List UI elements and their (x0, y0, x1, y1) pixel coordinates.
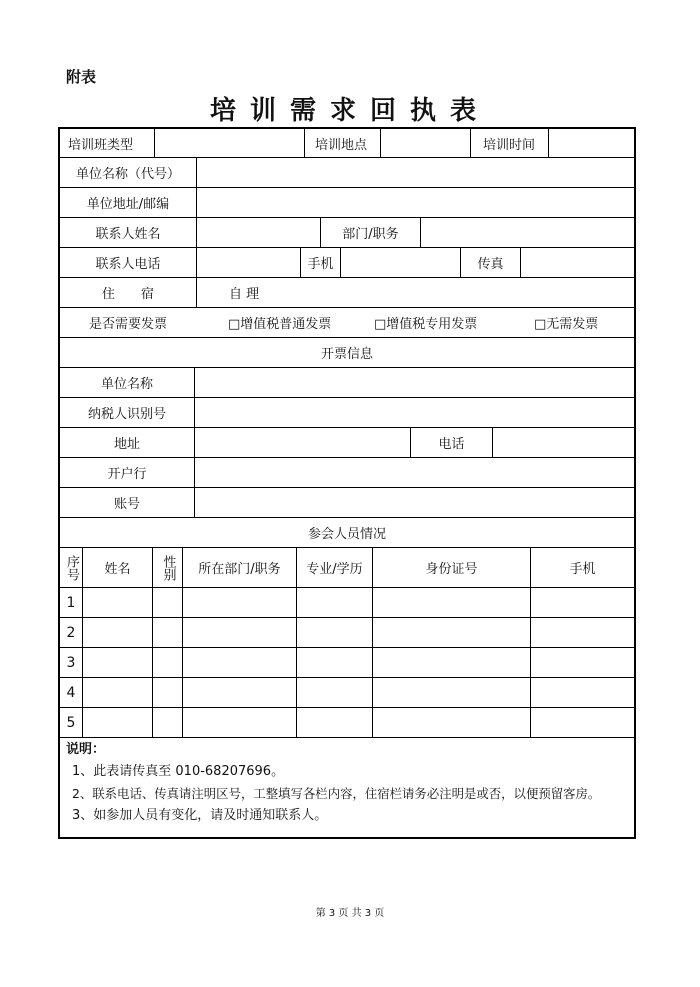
header-id: 身份证号 (372, 548, 530, 587)
form-title: 培训需求回执表 (209, 96, 490, 126)
note-item: 3、如参加人员有变化，请及时通知联系人。 (72, 808, 328, 823)
id-cell[interactable] (372, 618, 530, 647)
contact-phone-label: 联系人电话 (95, 257, 161, 272)
contact-phone-field[interactable] (196, 248, 300, 277)
gender-cell[interactable] (152, 588, 182, 617)
dept-cell[interactable] (182, 648, 296, 677)
location-label: 培训地点 (304, 129, 380, 157)
gender-cell[interactable] (152, 618, 182, 647)
mobile-field[interactable] (340, 248, 460, 277)
participants-header-row (60, 548, 634, 588)
row-address (60, 188, 634, 218)
invoice-address-label: 地址 (113, 437, 140, 452)
invoice-option-none[interactable]: □无需发票 (534, 317, 599, 332)
fax-field[interactable] (520, 248, 634, 277)
row-invoice-unit (60, 368, 634, 398)
major-cell[interactable] (296, 588, 372, 617)
gender-cell[interactable] (152, 648, 182, 677)
contact-name-label: 联系人姓名 (95, 227, 161, 242)
invoice-phone-label: 电话 (410, 428, 492, 457)
name-cell[interactable] (82, 648, 152, 677)
account-field[interactable] (194, 488, 634, 517)
name-cell[interactable] (82, 588, 152, 617)
participants-heading: 参会人员情况 (307, 527, 386, 542)
time-field[interactable] (548, 129, 634, 157)
row-invoice-address (60, 428, 634, 458)
row-participants-heading (60, 518, 634, 548)
class-type-field[interactable] (154, 129, 304, 157)
name-cell[interactable] (82, 708, 152, 737)
row-training-info (60, 129, 634, 158)
fax-label: 传真 (460, 248, 520, 277)
dept-position-field[interactable] (420, 218, 634, 247)
row-phone (60, 248, 634, 278)
unit-name-field[interactable] (196, 158, 634, 187)
mobile-cell[interactable] (530, 678, 634, 707)
table-row (60, 708, 634, 738)
row-number: 5 (66, 714, 76, 731)
dept-position-label: 部门/职务 (320, 218, 420, 247)
major-cell[interactable] (296, 618, 372, 647)
address-postcode-label: 单位地址/邮编 (86, 197, 170, 212)
tax-id-field[interactable] (194, 398, 634, 427)
note-item: 2、联系电话、传真请注明区号，工整填写各栏内容，住宿栏请务必注明是或否，以便预留客房。 (72, 786, 601, 801)
table-row (60, 648, 634, 678)
row-number: 4 (66, 684, 76, 701)
notes-heading: 说明： (66, 742, 106, 757)
accommodation-value[interactable]: 自 理 (196, 278, 634, 307)
dept-cell[interactable] (182, 588, 296, 617)
invoice-info-heading: 开票信息 (320, 347, 373, 362)
class-type-label: 培训班类型 (68, 137, 134, 153)
note-item: 1、此表请传真至 010-68207696。 (72, 764, 285, 779)
dept-cell[interactable] (182, 678, 296, 707)
gender-cell[interactable] (152, 678, 182, 707)
header-major: 专业/学历 (296, 548, 372, 587)
table-row (60, 618, 634, 648)
accommodation-label: 住 宿 (101, 287, 154, 302)
header-mobile: 手机 (530, 548, 634, 587)
header-name: 姓名 (82, 548, 152, 587)
bank-label: 开户行 (107, 467, 147, 482)
notes-section (60, 739, 634, 827)
invoice-unit-name-field[interactable] (194, 368, 634, 397)
id-cell[interactable] (372, 678, 530, 707)
row-number: 2 (66, 624, 76, 641)
tax-id-label: 纳税人识别号 (87, 407, 166, 422)
header-gender: 性别 (152, 548, 182, 587)
row-bank (60, 458, 634, 488)
id-cell[interactable] (372, 648, 530, 677)
location-field[interactable] (380, 129, 470, 157)
row-invoice-heading (60, 338, 634, 368)
header-seq: 序号 (64, 554, 79, 581)
dept-cell[interactable] (182, 708, 296, 737)
address-postcode-field[interactable] (196, 188, 634, 217)
mobile-cell[interactable] (530, 648, 634, 677)
row-accommodation (60, 278, 634, 308)
id-cell[interactable] (372, 708, 530, 737)
bank-field[interactable] (194, 458, 634, 487)
major-cell[interactable] (296, 708, 372, 737)
table-row (60, 678, 634, 708)
time-label: 培训时间 (470, 129, 548, 157)
receipt-form (58, 127, 636, 839)
row-account (60, 488, 634, 518)
id-cell[interactable] (372, 588, 530, 617)
mobile-label: 手机 (300, 248, 340, 277)
unit-name-label: 单位名称（代号） (75, 167, 180, 182)
major-cell[interactable] (296, 648, 372, 677)
row-number: 1 (66, 594, 76, 611)
row-invoice (60, 308, 634, 338)
table-row (60, 588, 634, 618)
mobile-cell[interactable] (530, 588, 634, 617)
mobile-cell[interactable] (530, 618, 634, 647)
row-number: 3 (66, 654, 76, 671)
gender-cell[interactable] (152, 708, 182, 737)
header-dept: 所在部门/职务 (182, 548, 296, 587)
invoice-option-special[interactable]: □增值税专用发票 (374, 317, 478, 332)
major-cell[interactable] (296, 678, 372, 707)
invoice-option-general[interactable]: □增值税普通发票 (228, 317, 332, 332)
invoice-label: 是否需要发票 (88, 317, 167, 332)
row-unit-name (60, 158, 634, 188)
attachment-label: 附表 (66, 68, 97, 86)
invoice-unit-name-label: 单位名称 (100, 377, 153, 392)
account-label: 账号 (113, 497, 140, 512)
name-cell[interactable] (82, 678, 152, 707)
mobile-cell[interactable] (530, 708, 634, 737)
invoice-phone-field[interactable] (492, 428, 634, 457)
invoice-address-field[interactable] (194, 428, 410, 457)
name-cell[interactable] (82, 618, 152, 647)
dept-cell[interactable] (182, 618, 296, 647)
contact-name-field[interactable] (196, 218, 320, 247)
page-footer: 第 3 页 共 3 页 (315, 908, 385, 919)
row-tax-id (60, 398, 634, 428)
row-contact (60, 218, 634, 248)
